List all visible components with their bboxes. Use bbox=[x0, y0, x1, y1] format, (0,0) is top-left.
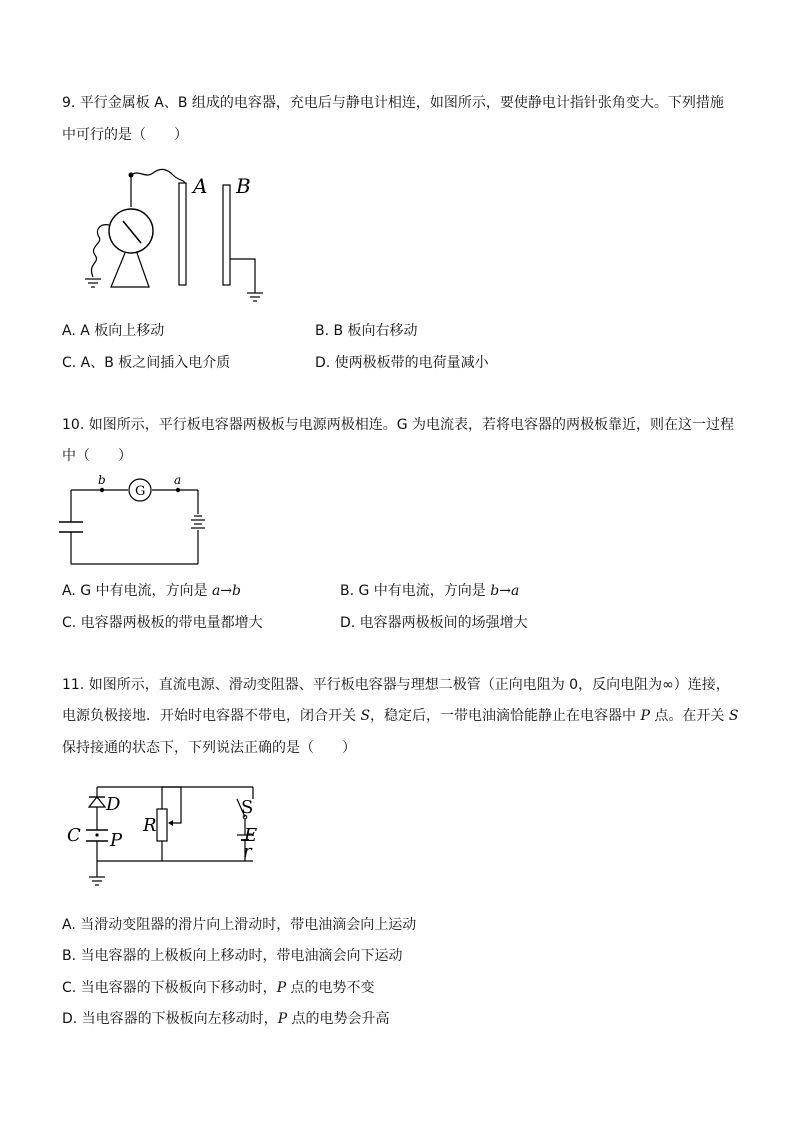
q10-stem-line1: 10. 如图所示，平行板电容器两极板与电源两极相连。G 为电流表，若将电容器的两极板靠近，则在这一过程 bbox=[62, 417, 735, 433]
q10-option-c: C. 电容器两极板的带电量都增大 bbox=[62, 615, 263, 631]
q9-stem-line1: 9. 平行金属板 A、B 组成的电容器，充电后与静电计相连，如图所示，要使静电计指针张角变大。下列措施 bbox=[62, 95, 724, 111]
q11-diode bbox=[89, 797, 105, 807]
q10-option-a: A. G 中有电流，方向是 a→b bbox=[62, 583, 242, 599]
q11-stem-line3: 保持接通的状态下，下列说法正确的是（ ） bbox=[62, 740, 356, 756]
q10-option-d: D. 电容器两极板间的场强增大 bbox=[340, 615, 528, 631]
q9-plate-b bbox=[223, 185, 230, 285]
q11-label-r-internal: r bbox=[243, 841, 252, 862]
q10-option-a-direction: a→b bbox=[211, 583, 242, 599]
q10-stem-line2: 中（ ） bbox=[62, 448, 132, 464]
q11-label-s: S bbox=[241, 797, 254, 818]
q9-electroscope-figure bbox=[75, 165, 275, 305]
q11-circuit-figure bbox=[65, 785, 265, 890]
q10-battery bbox=[191, 516, 205, 528]
q9-case-ground-wire bbox=[91, 225, 109, 277]
q11-label-e: E bbox=[244, 825, 258, 846]
q11-label-d: D bbox=[106, 794, 121, 815]
q11-option-a: A. 当滑动变阻器的滑片向上滑动时，带电油滴会向上运动 bbox=[62, 917, 417, 933]
q10-option-b: B. G 中有电流，方向是 b→a bbox=[340, 583, 520, 599]
q10-option-b-direction: b→a bbox=[490, 583, 520, 599]
q11-label-c: C bbox=[67, 825, 81, 846]
q9-label-a: A bbox=[193, 174, 208, 198]
q9-option-a: A. A 板向上移动 bbox=[62, 323, 165, 339]
q11-label-r: R bbox=[143, 815, 157, 836]
q9-wavy-wire bbox=[131, 169, 185, 183]
q9-needle bbox=[123, 221, 141, 243]
q9-option-c: C. A、B 板之间插入电介质 bbox=[62, 355, 231, 371]
q11-option-d: D. 当电容器的下极板向左移动时，P 点的电势会升高 bbox=[62, 1011, 390, 1027]
q11-rheostat bbox=[157, 809, 167, 841]
q11-stem-line2: 电源负极接地．开始时电容器不带电，闭合开关 S，稳定后，一带电油滴恰能静止在电容器中 P 点。在开关 S bbox=[62, 708, 739, 724]
q9-option-d: D. 使两极板带的电荷量减小 bbox=[315, 355, 489, 371]
q9-plate-b-ground-wire bbox=[230, 259, 255, 293]
q9-plate-a bbox=[179, 183, 186, 285]
q10-label-g: G bbox=[135, 484, 146, 499]
q10-label-a: a bbox=[174, 473, 182, 487]
q9-stand bbox=[111, 253, 149, 287]
q11-oil-drop-p bbox=[95, 833, 98, 836]
q11-rheostat-slider bbox=[162, 787, 181, 823]
q11-stem-line1: 11. 如图所示，直流电源、滑动变阻器、平行板电容器与理想二极管（正向电阻为 0，反向电阻为∞）连接， bbox=[62, 677, 730, 693]
q9-stem-line2: 中可行的是（ ） bbox=[62, 127, 188, 143]
q10-node-b bbox=[100, 488, 104, 492]
q11-option-c: C. 当电容器的下极板向下移动时，P 点的电势不变 bbox=[62, 980, 375, 996]
q9-label-b: B bbox=[236, 174, 251, 198]
q10-node-a bbox=[176, 488, 180, 492]
q11-option-b: B. 当电容器的上极板向上移动时，带电油滴会向下运动 bbox=[62, 948, 403, 964]
q10-label-b: b bbox=[98, 473, 106, 487]
q9-option-b: B. B 板向右移动 bbox=[315, 323, 418, 339]
q10-circuit-figure bbox=[65, 472, 210, 572]
q11-label-p: P bbox=[110, 830, 123, 851]
